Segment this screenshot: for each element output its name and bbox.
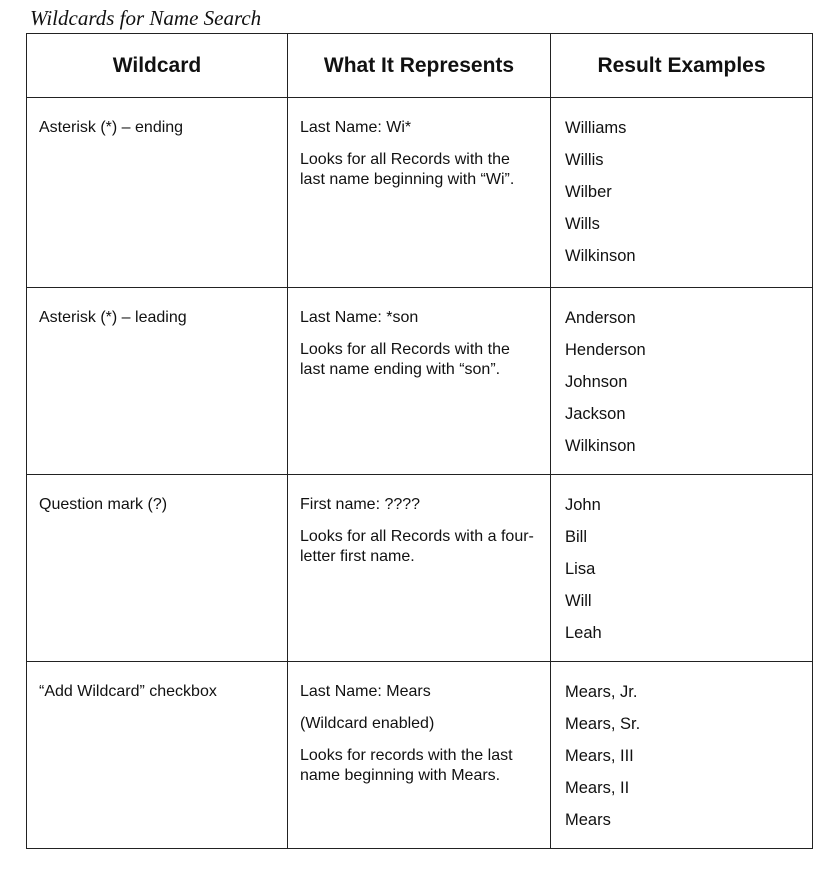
header-result-examples: Result Examples bbox=[551, 34, 813, 98]
result-item: Johnson bbox=[565, 373, 628, 391]
result-item: Will bbox=[565, 592, 592, 610]
result-item: Mears, II bbox=[565, 779, 630, 797]
represents-cell bbox=[288, 288, 551, 475]
result-item: Bill bbox=[565, 528, 588, 546]
result-item: Williams bbox=[565, 119, 627, 137]
result-item: Mears, III bbox=[565, 747, 634, 765]
table-row bbox=[27, 662, 813, 849]
result-item: Wilkinson bbox=[565, 247, 636, 265]
represents-cell bbox=[288, 98, 551, 288]
represents-example: Last Name: Mears bbox=[300, 683, 431, 700]
results-cell bbox=[551, 662, 813, 849]
represents-example: First name: ???? bbox=[300, 496, 421, 513]
represents-cell bbox=[288, 662, 551, 849]
wildcard-name: Question mark (?) bbox=[27, 475, 288, 662]
result-item: Jackson bbox=[565, 405, 626, 423]
represents-qualifier: (Wildcard enabled) bbox=[300, 715, 435, 732]
result-item: Wilber bbox=[565, 183, 612, 201]
result-item: Mears, Jr. bbox=[565, 683, 638, 701]
result-item: Lisa bbox=[565, 560, 596, 578]
result-item: John bbox=[565, 496, 601, 514]
wildcard-name: Asterisk (*) – leading bbox=[27, 288, 288, 475]
represents-example: Last Name: *son bbox=[300, 309, 419, 326]
header-row bbox=[27, 34, 813, 98]
represents-description: Looks for all Records with a four-letter first name. bbox=[300, 528, 534, 565]
results-list bbox=[563, 495, 800, 655]
header-what-it-represents: What It Represents bbox=[288, 34, 551, 98]
header-wildcard: Wildcard bbox=[27, 34, 288, 98]
result-item: Anderson bbox=[565, 309, 636, 327]
represents-description: Looks for all Records with the last name beginning with “Wi”. bbox=[300, 151, 515, 188]
results-list bbox=[563, 118, 800, 278]
table-row bbox=[27, 98, 813, 288]
table-row bbox=[27, 475, 813, 662]
represents-description: Looks for all Records with the last name ending with “son”. bbox=[300, 341, 510, 378]
table-row bbox=[27, 288, 813, 475]
result-item: Mears, Sr. bbox=[565, 715, 641, 733]
wildcard-name: Asterisk (*) – ending bbox=[27, 98, 288, 288]
result-item: Leah bbox=[565, 624, 602, 642]
represents-description: Looks for records with the last name beginning with Mears. bbox=[300, 747, 513, 784]
result-item: Henderson bbox=[565, 341, 646, 359]
results-cell bbox=[551, 288, 813, 475]
result-item: Wilkinson bbox=[565, 437, 636, 455]
represents-cell bbox=[288, 475, 551, 662]
result-item: Wills bbox=[565, 215, 600, 233]
result-item: Willis bbox=[565, 151, 604, 169]
results-list bbox=[563, 682, 800, 842]
results-cell bbox=[551, 475, 813, 662]
wildcards-table bbox=[26, 33, 813, 849]
result-item: Mears bbox=[565, 811, 611, 829]
results-cell bbox=[551, 98, 813, 288]
table-caption: Wildcards for Name Search bbox=[30, 6, 262, 30]
results-list bbox=[563, 308, 800, 468]
wildcard-name: “Add Wildcard” checkbox bbox=[27, 662, 288, 849]
represents-example: Last Name: Wi* bbox=[300, 119, 412, 136]
